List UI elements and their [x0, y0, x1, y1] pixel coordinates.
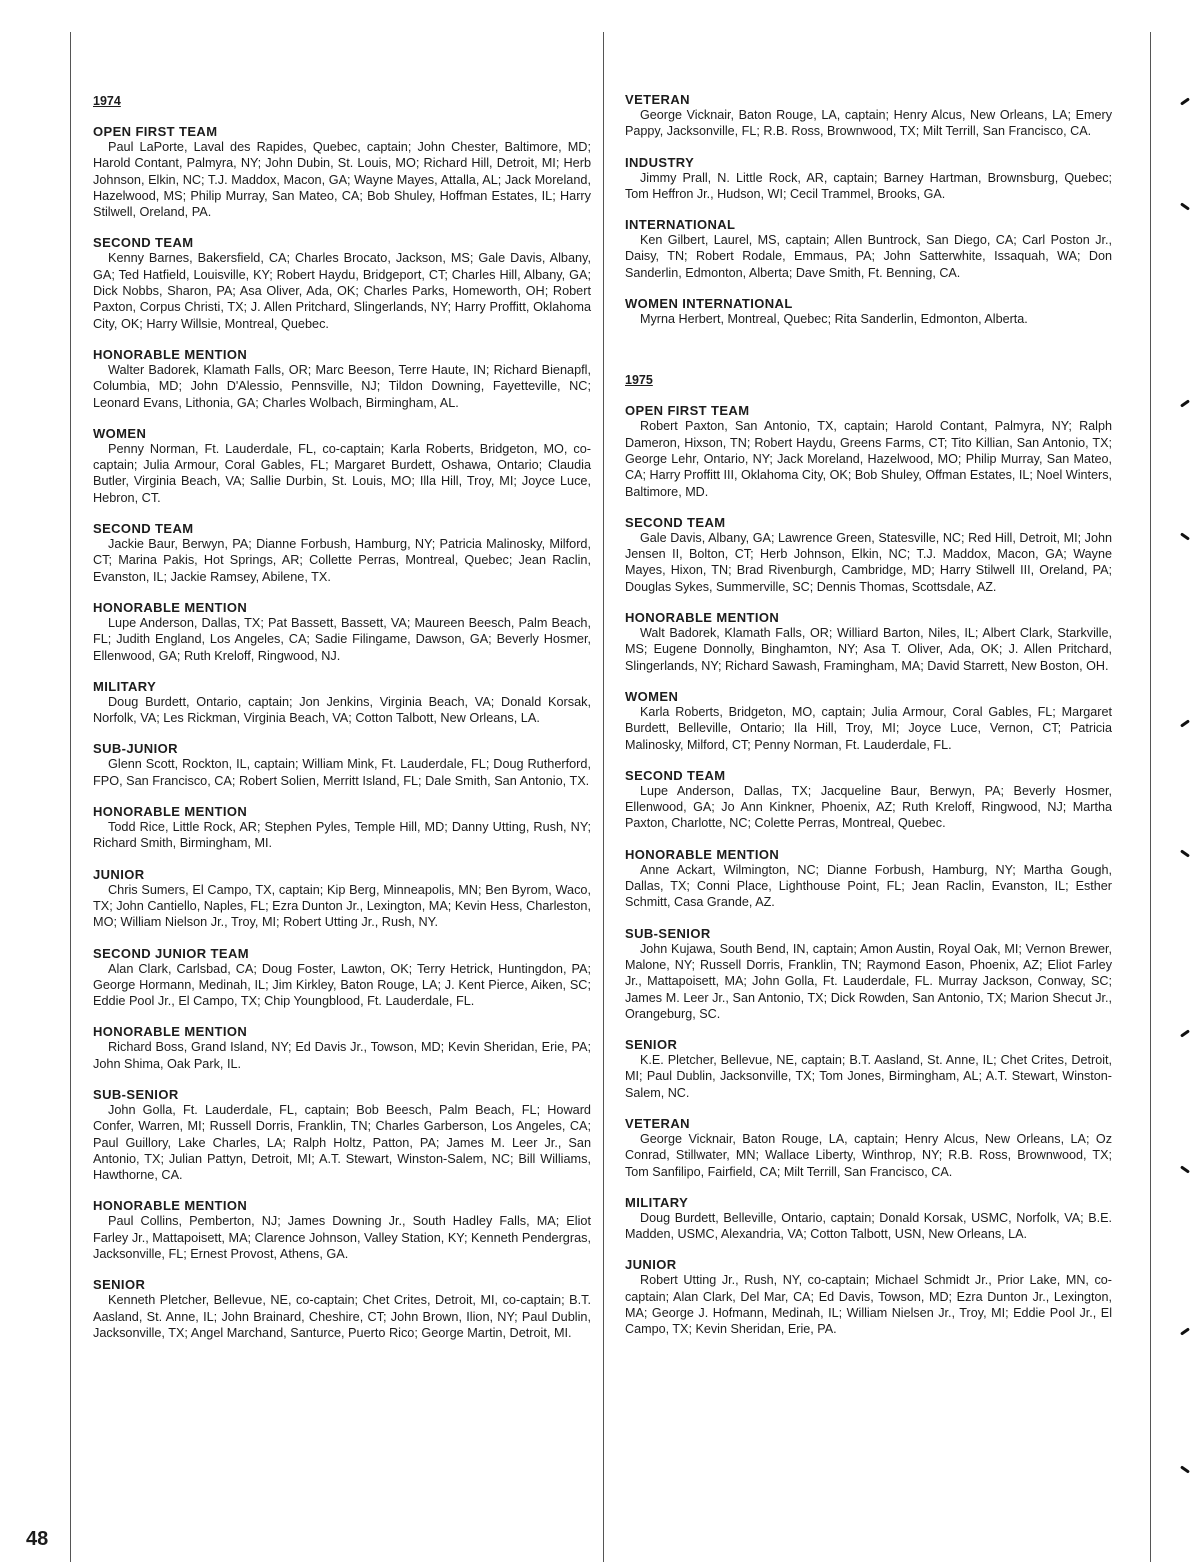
section-roster-text: Jackie Baur, Berwyn, PA; Dianne Forbush, Hamburg, NY; Patricia Malinosky, Milford, CT; Marina Pakis, Hot Springs, AR; Collette Perras, Montreal, Quebec; Jean Raclin, Evanston, IL; Jackie Ramsey, Abilene, TX.: [93, 537, 591, 584]
roster-section: [625, 403, 1112, 499]
edge-mark: [1180, 1468, 1194, 1478]
roster-section: [625, 1116, 1112, 1180]
edge-mark: [1180, 100, 1194, 110]
section-roster-text: Walter Badorek, Klamath Falls, OR; Marc Beeson, Terre Haute, IN; Richard Bienapfl, Columbia, MD; John D'Alessio, Pennsville, NJ; Tildon Downing, Fayetteville, NC; Leonard Evans, Lithonia, GA; Charles Wolbach, Birmingham, AL.: [93, 362, 591, 410]
section-title: WOMEN: [93, 425, 147, 441]
year-heading-1974: 1974: [93, 94, 121, 108]
roster-section: [625, 689, 1112, 753]
section-title: HONORABLE MENTION: [93, 1198, 248, 1214]
section-title: HONORABLE MENTION: [625, 846, 780, 862]
roster-section: [625, 1257, 1112, 1337]
section-roster-text: Doug Burdett, Belleville, Ontario, captain; Donald Korsak, USMC, Norfolk, VA; B.E. Madden, USMC, Alexandria, VA; Cotton Talbott, USN, New Orleans, LA.: [625, 1210, 1112, 1242]
edge-mark: [1180, 722, 1194, 732]
section-title: VETERAN: [625, 92, 690, 107]
left-sections: [93, 124, 591, 1341]
right-margin-rule: [1150, 32, 1151, 1562]
left-column: [93, 92, 591, 1356]
section-title: OPEN FIRST TEAM: [93, 124, 218, 139]
section-title: SENIOR: [93, 1277, 146, 1293]
right-sections: [625, 403, 1112, 1337]
section-title: SUB-SENIOR: [93, 1086, 179, 1102]
roster-section: [625, 217, 1112, 281]
section-roster-text: Anne Ackart, Wilmington, NC; Dianne Forbush, Hamburg, NY; Martha Gough, Dallas, TX; Conni Place, Lighthouse Point, FL; Jean Raclin, Evanston, IL; Esther Schmitt, Casa Grande, AZ.: [625, 862, 1112, 910]
edge-mark: [1180, 402, 1194, 412]
section-roster-text: Kenny Barnes, Bakersfield, CA; Charles Brocato, Jackson, MS; Gale Davis, Albany, GA; Ted Hatfield, Louisville, KY; Robert Haydu, Bridgeport, CT; Charles Hill, Albany, GA; Dick Nobbs, Sharon, PA; Asa Oliver, Ada, OK; Charles Parks, Homeworth, OH; Robert Paxton, Corpus Christi, TX; J. Allen Pritchard, Slingerlands, NY; Harry Proffitt, Oklahoma City, OK; Harry Willsie, Montreal, Quebec.: [93, 251, 591, 331]
roster-section: [625, 155, 1112, 203]
section-title: WOMEN: [625, 688, 679, 704]
roster-section: [93, 600, 591, 664]
roster-section: [93, 124, 591, 220]
section-title: SECOND TEAM: [625, 514, 726, 530]
section-roster-text: Penny Norman, Ft. Lauderdale, FL, co-captain; Karla Roberts, Bridgeton, MO, co-captain; Julia Armour, Coral Gables, FL; Margaret Burdett, Oshawa, Ontario; Claudia Butler, Virginia Beach, VA; Sallie Durbin, St. Louis, MO; Illa Hill, Troy, MI; Joyce Luce, Hebron, CT.: [93, 441, 591, 505]
roster-section: [93, 426, 591, 506]
roster-section: [93, 235, 591, 331]
section-title: WOMEN INTERNATIONAL: [625, 296, 793, 312]
section-roster-text: Kenneth Pletcher, Bellevue, NE, co-captain; Chet Crites, Detroit, MI, co-captain; B.T. Aasland, St. Anne, IL; John Brainard, Cheshire, CT; John Brown, Ilion, NY; Paul Dublin, Jacksonville, TX; Angel Marchand, Santurce, Puerto Rico; George Martin, Detroit, MI.: [93, 1293, 591, 1340]
section-title: SENIOR: [625, 1037, 678, 1053]
section-title: SECOND TEAM: [93, 235, 194, 251]
left-margin-rule: [70, 32, 71, 1562]
section-title: VETERAN: [625, 1115, 690, 1131]
roster-section: [93, 804, 591, 852]
section-roster-text: Jimmy Prall, N. Little Rock, AR, captain; Barney Hartman, Brownsburg, Quebec; Tom Heffron Jr., Hudson, WI; Cecil Trammel, Brooks, GA.: [625, 170, 1112, 201]
section-roster-text: John Golla, Ft. Lauderdale, FL, captain; Bob Beesch, Palm Beach, FL; Howard Confer, Warren, MI; Russell Dorris, Franklin, TN; Charles Garberson, Los Angeles, CA; Paul Guillory, Lake Charles, LA; Ralph Holtz, Patton, PA; James M. Leer Jr., San Antonio, TX; Julian Pattyn, Detroit, MI; A.T. Stewart, Winston-Salem, NC; Bill Williams, Hawthorne, CA.: [93, 1102, 591, 1183]
edge-mark: [1180, 852, 1194, 862]
section-title: HONORABLE MENTION: [93, 1024, 248, 1040]
section-roster-text: Walt Badorek, Klamath Falls, OR; Williard Barton, Niles, IL; Albert Clark, Starkville, MS; Eugene Donnolly, Binghamton, NY; Asa T. Oliver, Ada, OK; J. Allen Pritchard, Slingerlands, NY; Richard Sawash, Framingham, MA; David Starrett, New Boston, OH.: [625, 626, 1112, 673]
edge-mark: [1180, 205, 1194, 215]
right-sections-top: [625, 92, 1112, 327]
section-roster-text: Myrna Herbert, Montreal, Quebec; Rita Sanderlin, Edmonton, Alberta.: [640, 312, 1028, 327]
section-title: MILITARY: [93, 678, 157, 694]
roster-section: [93, 1024, 591, 1072]
roster-section: [93, 521, 591, 585]
roster-section: [625, 515, 1112, 595]
section-roster-text: John Kujawa, South Bend, IN, captain; Amon Austin, Royal Oak, MI; Vernon Brewer, Malone, NY; Russell Dorris, Franklin, TN; Raymond Eason, Phoenix, AZ; Eliot Farley Jr., Mattapoisett, MA; John Golla, Ft. Lauderdale, FL. Murray Jackson, Conway, SC; James M. Leer Jr., San Antonio, TX; Dick Rowden, San Antonio, TX; Marion Shecut Jr., Orangeburg, SC.: [625, 941, 1112, 1021]
section-title: SECOND TEAM: [93, 521, 194, 537]
roster-section: [625, 768, 1112, 832]
section-roster-text: Richard Boss, Grand Island, NY; Ed Davis Jr., Towson, MD; Kevin Sheridan, Erie, PA; John Shima, Oak Park, IL.: [93, 1040, 591, 1071]
roster-section: [625, 847, 1112, 911]
section-roster-text: Todd Rice, Little Rock, AR; Stephen Pyles, Temple Hill, MD; Danny Utting, Rush, NY; Richard Smith, Birmingham, MI.: [93, 820, 591, 851]
section-title: HONORABLE MENTION: [625, 610, 780, 626]
roster-section: [625, 926, 1112, 1022]
roster-section: [93, 867, 591, 931]
section-title: INTERNATIONAL: [625, 217, 736, 233]
section-roster-text: Gale Davis, Albany, GA; Lawrence Green, Statesville, NC; Red Hill, Detroit, MI; John Jensen II, Bolton, CT; Herb Johnson, Elkin, NC; T.J. Maddox, Macon, GA; Wayne Mayes, Hixon, TN; Brad Rivenburgh, Cambridge, MD; Harry Stilwell III, Oreland, PA; Douglas Sykes, Summerville, SC; Dennis Thomas, Scottsdale, AZ.: [625, 530, 1112, 594]
section-roster-text: George Vicknair, Baton Rouge, LA, captain; Henry Alcus, New Orleans, LA; Emery Pappy, Jacksonville, FL; R.B. Ross, Brownwood, TX; Milt Terrill, San Francisco, CA.: [625, 108, 1112, 139]
page-number: 48: [26, 1528, 49, 1550]
section-roster-text: Lupe Anderson, Dallas, TX; Pat Bassett, Bassett, VA; Maureen Beesch, Palm Beach, FL; Judith England, Los Angeles, CA; Sadie Filingame, Dawson, GA; Beverly Hosmer, Ellenwood, GA; Ruth Kreloff, Ringwood, NJ.: [93, 615, 591, 663]
section-roster-text: Paul Collins, Pemberton, NJ; James Downing Jr., South Hadley Falls, MA; Eliot Farley Jr., Mattapoisett, MA; Clarence Johnson, Valley Station, KY; Kenneth Pendergras, Jacksonville, FL; Ernest Provost, Athens, GA.: [93, 1214, 591, 1262]
section-roster-text: Glenn Scott, Rockton, IL, captain; William Mink, Ft. Lauderdale, FL; Doug Rutherford, FPO, San Francisco, CA; Robert Solien, Merritt Island, FL; Dale Smith, San Antonio, TX.: [93, 757, 591, 788]
section-roster-text: K.E. Pletcher, Bellevue, NE, captain; B.T. Aasland, St. Anne, IL; Chet Crites, Detroit, MI; Paul Dublin, Jacksonville, TX; Tom Jones, Birmingham, AL; A.T. Stewart, Winston-Salem, NC.: [625, 1053, 1112, 1100]
roster-section: [625, 92, 1112, 140]
section-title: JUNIOR: [93, 866, 145, 882]
section-title: INDUSTRY: [625, 154, 695, 170]
year-heading-1975: 1975: [625, 373, 653, 388]
roster-section: [625, 296, 1112, 327]
section-roster-text: Robert Paxton, San Antonio, TX, captain; Harold Contant, Palmyra, NY; Ralph Dameron, Hixson, TN; Robert Haydu, Greens Farms, CT; Tito Killian, San Antonio, TX; George Lehr, Ontario, NY; Jack Moreland, Hazelwood, MO; Philip Murray, San Mateo, CA; Harry Proffitt III, Oklahoma City, OK; Bob Shuley, Offman Estates, IL; Noel Winters, Baltimore, MD.: [625, 419, 1112, 499]
roster-section: [93, 1198, 591, 1262]
section-roster-text: Karla Roberts, Bridgeton, MO, captain; Julia Armour, Coral Gables, FL; Margaret Burdett, Belleville, Ontario; Ila Hill, Troy, MI; Joyce Luce, Vernon, CT; Patricia Malinosky, Milford, CT; Penny Norman, Ft. Lauderdale, FL.: [625, 704, 1112, 752]
roster-section: [93, 1087, 591, 1183]
edge-mark: [1180, 535, 1194, 545]
roster-section: [93, 347, 591, 411]
roster-section: [93, 679, 591, 727]
section-roster-text: Lupe Anderson, Dallas, TX; Jacqueline Baur, Berwyn, PA; Beverly Hosmer, Ellenwood, GA; Jo Ann Kinkner, Phoenix, AZ; Ruth Kreloff, Ringwood, NJ; Martha Paxton, Charlotte, NC; Colette Perras, Montreal, Quebec.: [625, 783, 1112, 831]
edge-mark: [1180, 1032, 1194, 1042]
section-title: SECOND TEAM: [625, 767, 726, 783]
roster-section: [93, 946, 591, 1010]
section-title: HONORABLE MENTION: [93, 346, 248, 362]
roster-section: [93, 1277, 591, 1341]
section-title: SUB-SENIOR: [625, 925, 711, 941]
section-roster-text: Paul LaPorte, Laval des Rapides, Quebec, captain; John Chester, Baltimore, MD; Harold Contant, Palmyra, NY; John Dubin, St. Louis, MO; Richard Hill, Detroit, MI; Herb Johnson, Elkin, NC; T.J. Maddox, Macon, GA; Wayne Mayes, Attalla, AL; Jack Moreland, Hazelwood, MS; Philip Murray, San Mateo, CA; Bob Shuley, Hoffman Estates, IL; Harry Stilwell, Oreland, PA.: [93, 140, 591, 220]
section-title: HONORABLE MENTION: [93, 804, 248, 820]
section-roster-text: Ken Gilbert, Laurel, MS, captain; Allen Buntrock, San Diego, CA; Carl Poston Jr., Daisy, TN; Robert Rodale, Emmaus, PA; John Satterwhite, Issaquah, WA; Don Sanderlin, Edmonton, Alberta; Dave Smith, Ft. Benning, CA.: [625, 233, 1112, 280]
roster-section: [625, 610, 1112, 674]
roster-section: [93, 741, 591, 789]
roster-section: [625, 1195, 1112, 1243]
section-title: OPEN FIRST TEAM: [625, 403, 750, 419]
right-column: [625, 92, 1112, 1353]
section-title: SECOND JUNIOR TEAM: [93, 945, 249, 961]
roster-section: [625, 1037, 1112, 1101]
edge-mark: [1180, 1168, 1194, 1178]
section-roster-text: Chris Sumers, El Campo, TX, captain; Kip Berg, Minneapolis, MN; Ben Byrom, Waco, TX; John Cantiello, Naples, FL; Ezra Dunton Jr., Lexington, MA; Kevin Hess, Charleston, MO; William Nielson Jr., Troy, MI; Robert Utting Jr., Rush, NY.: [93, 882, 591, 930]
section-title: SUB-JUNIOR: [93, 741, 178, 757]
section-title: MILITARY: [625, 1194, 689, 1210]
section-title: JUNIOR: [625, 1257, 677, 1273]
section-roster-text: Doug Burdett, Ontario, captain; Jon Jenkins, Virginia Beach, VA; Donald Korsak, Norfolk, VA; Les Rickman, Virginia Beach, VA; Cotton Talbott, New Orleans, LA.: [93, 694, 591, 726]
section-title: HONORABLE MENTION: [93, 599, 248, 615]
section-roster-text: Robert Utting Jr., Rush, NY, co-captain; Michael Schmidt Jr., Prior Lake, MN, co-captain; Alan Clark, Del Mar, CA; Ed Davis, Towson, MD; Ezra Dunton Jr., Lexington, MA; George J. Hofmann, Medinah, IL; William Nielsen Jr., Troy, MI; Eddie Pool Jr., El Campo, TX; Kevin Sheridan, Erie, PA.: [625, 1273, 1112, 1337]
column-divider-rule: [603, 32, 604, 1562]
section-roster-text: George Vicknair, Baton Rouge, LA, captain; Henry Alcus, New Orleans, LA; Oz Conrad, Stillwater, MN; Wallace Liberty, Winthrop, NY; R.B. Ross, Brownwood, TX; Tom Sanfilipo, Fairfield, CA; Milt Terrill, San Francisco, CA.: [625, 1131, 1112, 1179]
edge-mark: [1180, 1330, 1194, 1340]
section-roster-text: Alan Clark, Carlsbad, CA; Doug Foster, Lawton, OK; Terry Hetrick, Huntingdon, PA; George Hormann, Medinah, IL; Jim Kirkley, Baton Rouge, LA; J. Kent Pierce, Aiken, SC; Eddie Pool Jr., El Campo, TX; Chip Youngblood, Ft. Lauderdale, FL.: [93, 961, 591, 1009]
